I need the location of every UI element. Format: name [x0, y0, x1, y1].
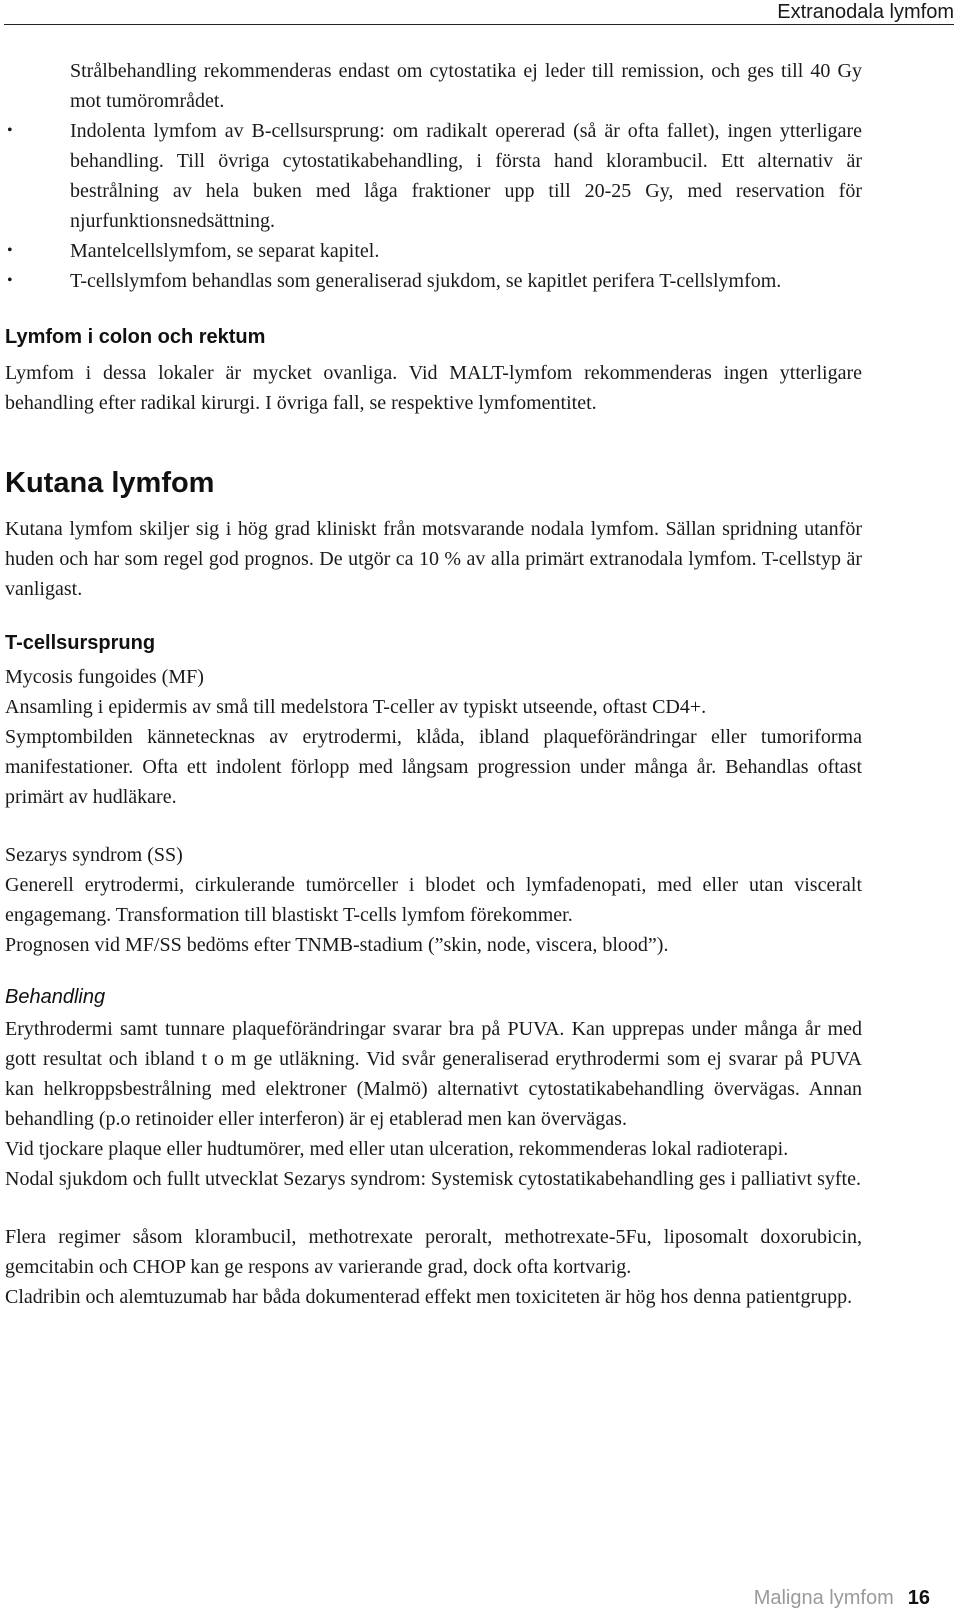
footer-title: Maligna lymfom — [753, 1587, 894, 1609]
ss-paragraph-2: Prognosen vid MF/SS bedöms efter TNMB-stadium (”skin, node, viscera, blood”). — [5, 934, 669, 956]
ss-paragraph-1: Generell erytrodermi, cirkulerande tumörceller i blodet och lymfadenopati, med eller utan visceralt engagemang. Transformation till blastiskt T-cells lymfom förekommer. — [5, 874, 862, 926]
behandling-paragraph-2: Vid tjockare plaque eller hudtumörer, med eller utan ulceration, rekommenderas lokal radioterapi. — [5, 1138, 789, 1160]
page-content — [5, 56, 862, 1312]
ss-title: Sezarys syndrom (SS) — [5, 844, 183, 866]
bullet-t-cellslymfom: • T-cellslymfom behandlas som generaliserad sjukdom, se kapitlet perifera T-cellslymfom. — [5, 266, 862, 296]
page-header — [0, 0, 960, 26]
behandling-paragraph-4: Flera regimer såsom klorambucil, methotrexate peroralt, methotrexate-5Fu, liposomalt doxorubicin, gemcitabin och CHOP kan ge respons av varierande grad, dock ofta kortvarig. — [5, 1226, 862, 1278]
page-number: 16 — [907, 1587, 930, 1609]
behandling-paragraph-1: Erythrodermi samt tunnare plaqueförändringar svarar bra på PUVA. Kan upprepas under många år med gott resultat och ibland t o m ge utläkning. Vid svår generaliserad erythrodermi som ej svarar på PUVA kan helkroppsbestrålning med elektroner (Malmö) alternativt cytostatikabehandling övervägas. Annan behandling (p.o retinoider eller interferon) är ej etablerad men kan övervägas. — [5, 1018, 862, 1130]
mf-paragraph-1: Ansamling i epidermis av små till medelstora T-celler av typiskt utseende, oftast CD4+. — [5, 696, 707, 718]
running-header-title: Extranodala lymfom — [777, 1, 954, 23]
behandling-paragraph-5: Cladribin och alemtuzumab har båda dokumenterad effekt men toxiciteten är hög hos denna patientgrupp. — [5, 1286, 853, 1308]
header-rule — [4, 24, 954, 25]
mf-paragraph-2: Symptombilden kännetecknas av erytrodermi, klåda, ibland plaqueförändringar eller tumoriforma manifestationer. Ofta ett indolent förlopp med långsam progression under många år. Behandlas oftast primärt av hudläkare. — [5, 726, 862, 808]
intro-continuation-paragraph: Strålbehandling rekommenderas endast om cytostatika ej leder till remission, och ges till 40 Gy mot tumörområdet. — [70, 60, 862, 112]
kutana-paragraph: Kutana lymfom skiljer sig i hög grad kliniskt från motsvarande nodala lymfom. Sällan spridning utanför huden och har som regel god prognos. De utgör ca 10 % av alla primärt extranodala lymfom. T-cellstyp är vanligast. — [5, 518, 862, 600]
bullet-indolenta-lymfom: • Indolenta lymfom av B-cellsursprung: om radikalt opererad (så är ofta fallet), ingen ytterligare behandling. Till övriga cytostatikabehandling, i första hand klorambucil. Ett alternativ är bestrålning av hela buken med låga fraktioner upp till 20-25 Gy, med reservation för njurfunktionsnedsättning. — [5, 116, 862, 236]
section-heading-colon: Lymfom i colon och rektum — [5, 326, 266, 348]
chapter-heading-kutana: Kutana lymfom — [5, 467, 215, 499]
section-heading-behandling: Behandling — [5, 986, 106, 1008]
behandling-paragraph-3: Nodal sjukdom och fullt utvecklat Sezarys syndrom: Systemisk cytostatikabehandling ges i palliativt syfte. — [5, 1168, 861, 1190]
page-footer — [754, 1586, 930, 1610]
section-heading-t-cell: T-cellsursprung — [5, 632, 156, 654]
bullet-mantelcellslymfom: • Mantelcellslymfom, se separat kapitel. — [5, 236, 862, 266]
intro-bullet-list — [5, 116, 862, 296]
mf-title: Mycosis fungoides (MF) — [5, 666, 204, 688]
colon-paragraph: Lymfom i dessa lokaler är mycket ovanliga. Vid MALT-lymfom rekommenderas ingen ytterligare behandling efter radikal kirurgi. I övriga fall, se respektive lymfomentitet. — [5, 362, 862, 414]
